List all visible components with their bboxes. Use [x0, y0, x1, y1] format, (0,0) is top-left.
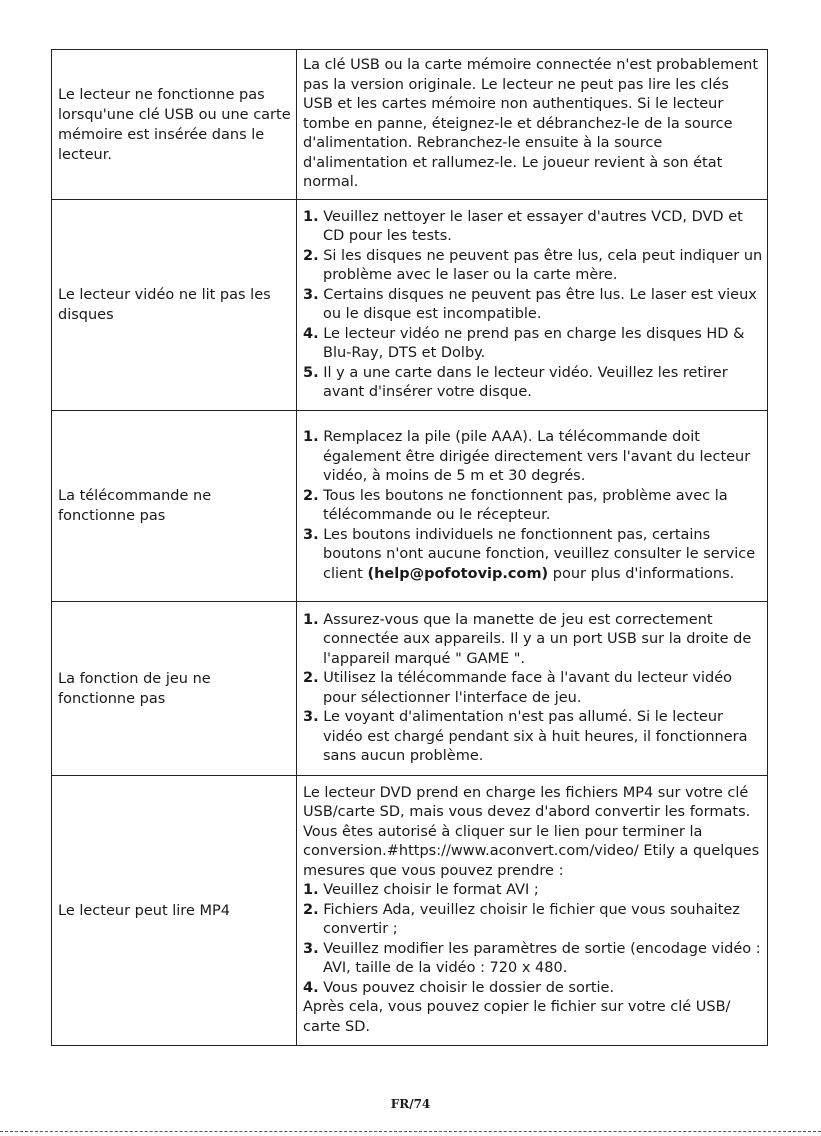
solution-cell	[297, 602, 768, 776]
step-text: Veuillez nettoyer le laser et essayer d'autres VCD, DVD et CD pour les tests.	[323, 208, 743, 244]
step-text: Utilisez la télécommande face à l'avant du lecteur vidéo pour sélectionner l'interface de jeu.	[323, 670, 733, 706]
step-text: Remplacez la pile (pile AAA). La télécommande doit également être dirigée directement vers l'avant du lecteur vidéo, à moins de 5 m et 30 degrés.	[323, 429, 751, 484]
step-number: 1 .	[303, 208, 319, 228]
step-number: 1 .	[303, 611, 319, 631]
solution-outro: Après cela, vous pouvez copier le fichier sur votre clé USB/ carte SD.	[303, 999, 731, 1035]
step-number: 3 .	[303, 526, 319, 546]
step-number: 3 .	[303, 940, 319, 960]
step-number: 4 .	[303, 325, 319, 345]
step-text: Si les disques ne peuvent pas être lus, cela peut indiquer un problème avec le laser ou la carte mère.	[323, 247, 763, 283]
problem-cell: Le lecteur vidéo ne lit pas les disques	[52, 200, 297, 411]
solution-steps	[303, 881, 763, 998]
table-row	[52, 776, 768, 1046]
solution-steps	[303, 208, 763, 403]
solution-steps	[303, 611, 763, 767]
solution-step	[303, 325, 763, 364]
solution-step	[303, 611, 763, 670]
solution-cell	[297, 776, 768, 1046]
troubleshooting-table	[51, 49, 768, 1046]
problem-cell: La fonction de jeu ne fonctionne pas	[52, 602, 297, 776]
table-row	[52, 602, 768, 776]
solution-cell	[297, 200, 768, 411]
step-number: 3 .	[303, 708, 319, 728]
solution-cell	[297, 411, 768, 602]
solution-step	[303, 669, 763, 708]
solution-step	[303, 247, 763, 286]
step-number: 2 .	[303, 247, 319, 267]
solution-cell: La clé USB ou la carte mémoire connectée n'est probablement pas la version originale. Le lecteur ne peut pas lire les clés USB et les cartes mémoire non authentiques. Si le lecteur tombe en panne, éteignez-le et débranchez-le de la source d'alimentation. Rebranchez-le ensuite à la source d'alimentation et rallumez-le. Le joueur revient à son état normal.	[297, 50, 768, 200]
support-email-link[interactable]: (help@pofotovip.com)	[367, 565, 549, 582]
step-number: 2 .	[303, 487, 319, 507]
step-number: 1 .	[303, 428, 319, 448]
solution-step	[303, 286, 763, 325]
solution-step	[303, 940, 763, 979]
solution-step	[303, 881, 763, 901]
step-text: Les boutons individuels ne fonctionnent pas, certains boutons n'ont aucune fonction, veuillez consulter le service client	[323, 526, 756, 582]
solution-step	[303, 208, 763, 247]
solution-step	[303, 428, 763, 487]
solution-step	[303, 708, 763, 767]
solution-intro: Le lecteur DVD prend en charge les fichiers MP4 sur votre clé USB/carte SD, mais vous devez d'abord convertir les formats. Vous êtes autorisé à cliquer sur le lien pour terminer la conversion.#https://www.aconvert.com/video/ Etily a quelques mesures que vous pouvez prendre :	[303, 784, 760, 879]
step-number: 5 .	[303, 364, 319, 384]
step-text: Vous pouvez choisir le dossier de sortie.	[323, 979, 615, 996]
step-text: Assurez-vous que la manette de jeu est correctement connectée aux appareils. Il y a un port USB sur la droite de l'appareil marqué " GAME ".	[323, 611, 752, 667]
step-text: Il y a une carte dans le lecteur vidéo. Veuillez les retirer avant d'insérer votre disque.	[323, 364, 728, 400]
step-number: 3 .	[303, 286, 319, 306]
problem-cell: Le lecteur peut lire MP4	[52, 776, 297, 1046]
step-text: Le voyant d'alimentation n'est pas allumé. Si le lecteur vidéo est chargé pendant six à huit heures, il fonctionnera sans aucun problème.	[323, 709, 748, 764]
table-row	[52, 50, 768, 200]
step-number: 1 .	[303, 881, 319, 901]
step-number: 2 .	[303, 901, 319, 921]
problem-cell: La télécommande ne fonctionne pas	[52, 411, 297, 602]
step-number: 2 .	[303, 669, 319, 689]
step-text: Veuillez choisir le format AVI ;	[323, 882, 539, 899]
table-row	[52, 200, 768, 411]
solution-step	[303, 487, 763, 526]
step-number: 4 .	[303, 979, 319, 999]
step-text: Tous les boutons ne fonctionnent pas, problème avec la télécommande ou le récepteur.	[323, 487, 728, 523]
step-text: pour plus d'informations.	[548, 565, 735, 582]
problem-cell: Le lecteur ne fonctionne pas lorsqu'une clé USB ou une carte mémoire est insérée dans le lecteur.	[52, 50, 297, 200]
page-bottom-divider	[0, 1131, 821, 1132]
step-text: Le lecteur vidéo ne prend pas en charge les disques HD & Blu-Ray, DTS et Dolby.	[323, 325, 745, 361]
step-text: Certains disques ne peuvent pas être lus. Le laser est vieux ou le disque est incompatible.	[323, 286, 757, 322]
step-text: Veuillez modifier les paramètres de sortie (encodage vidéo : AVI, taille de la vidéo : 720 x 480.	[323, 940, 761, 977]
solution-step	[303, 979, 763, 999]
step-text: Fichiers Ada, veuillez choisir le fichier que vous souhaitez convertir ;	[323, 901, 740, 938]
solution-steps	[303, 428, 763, 584]
solution-step	[303, 526, 763, 585]
table-row	[52, 411, 768, 602]
solution-step	[303, 364, 763, 403]
solution-step	[303, 901, 763, 940]
page-number: FR/74	[390, 1097, 431, 1111]
